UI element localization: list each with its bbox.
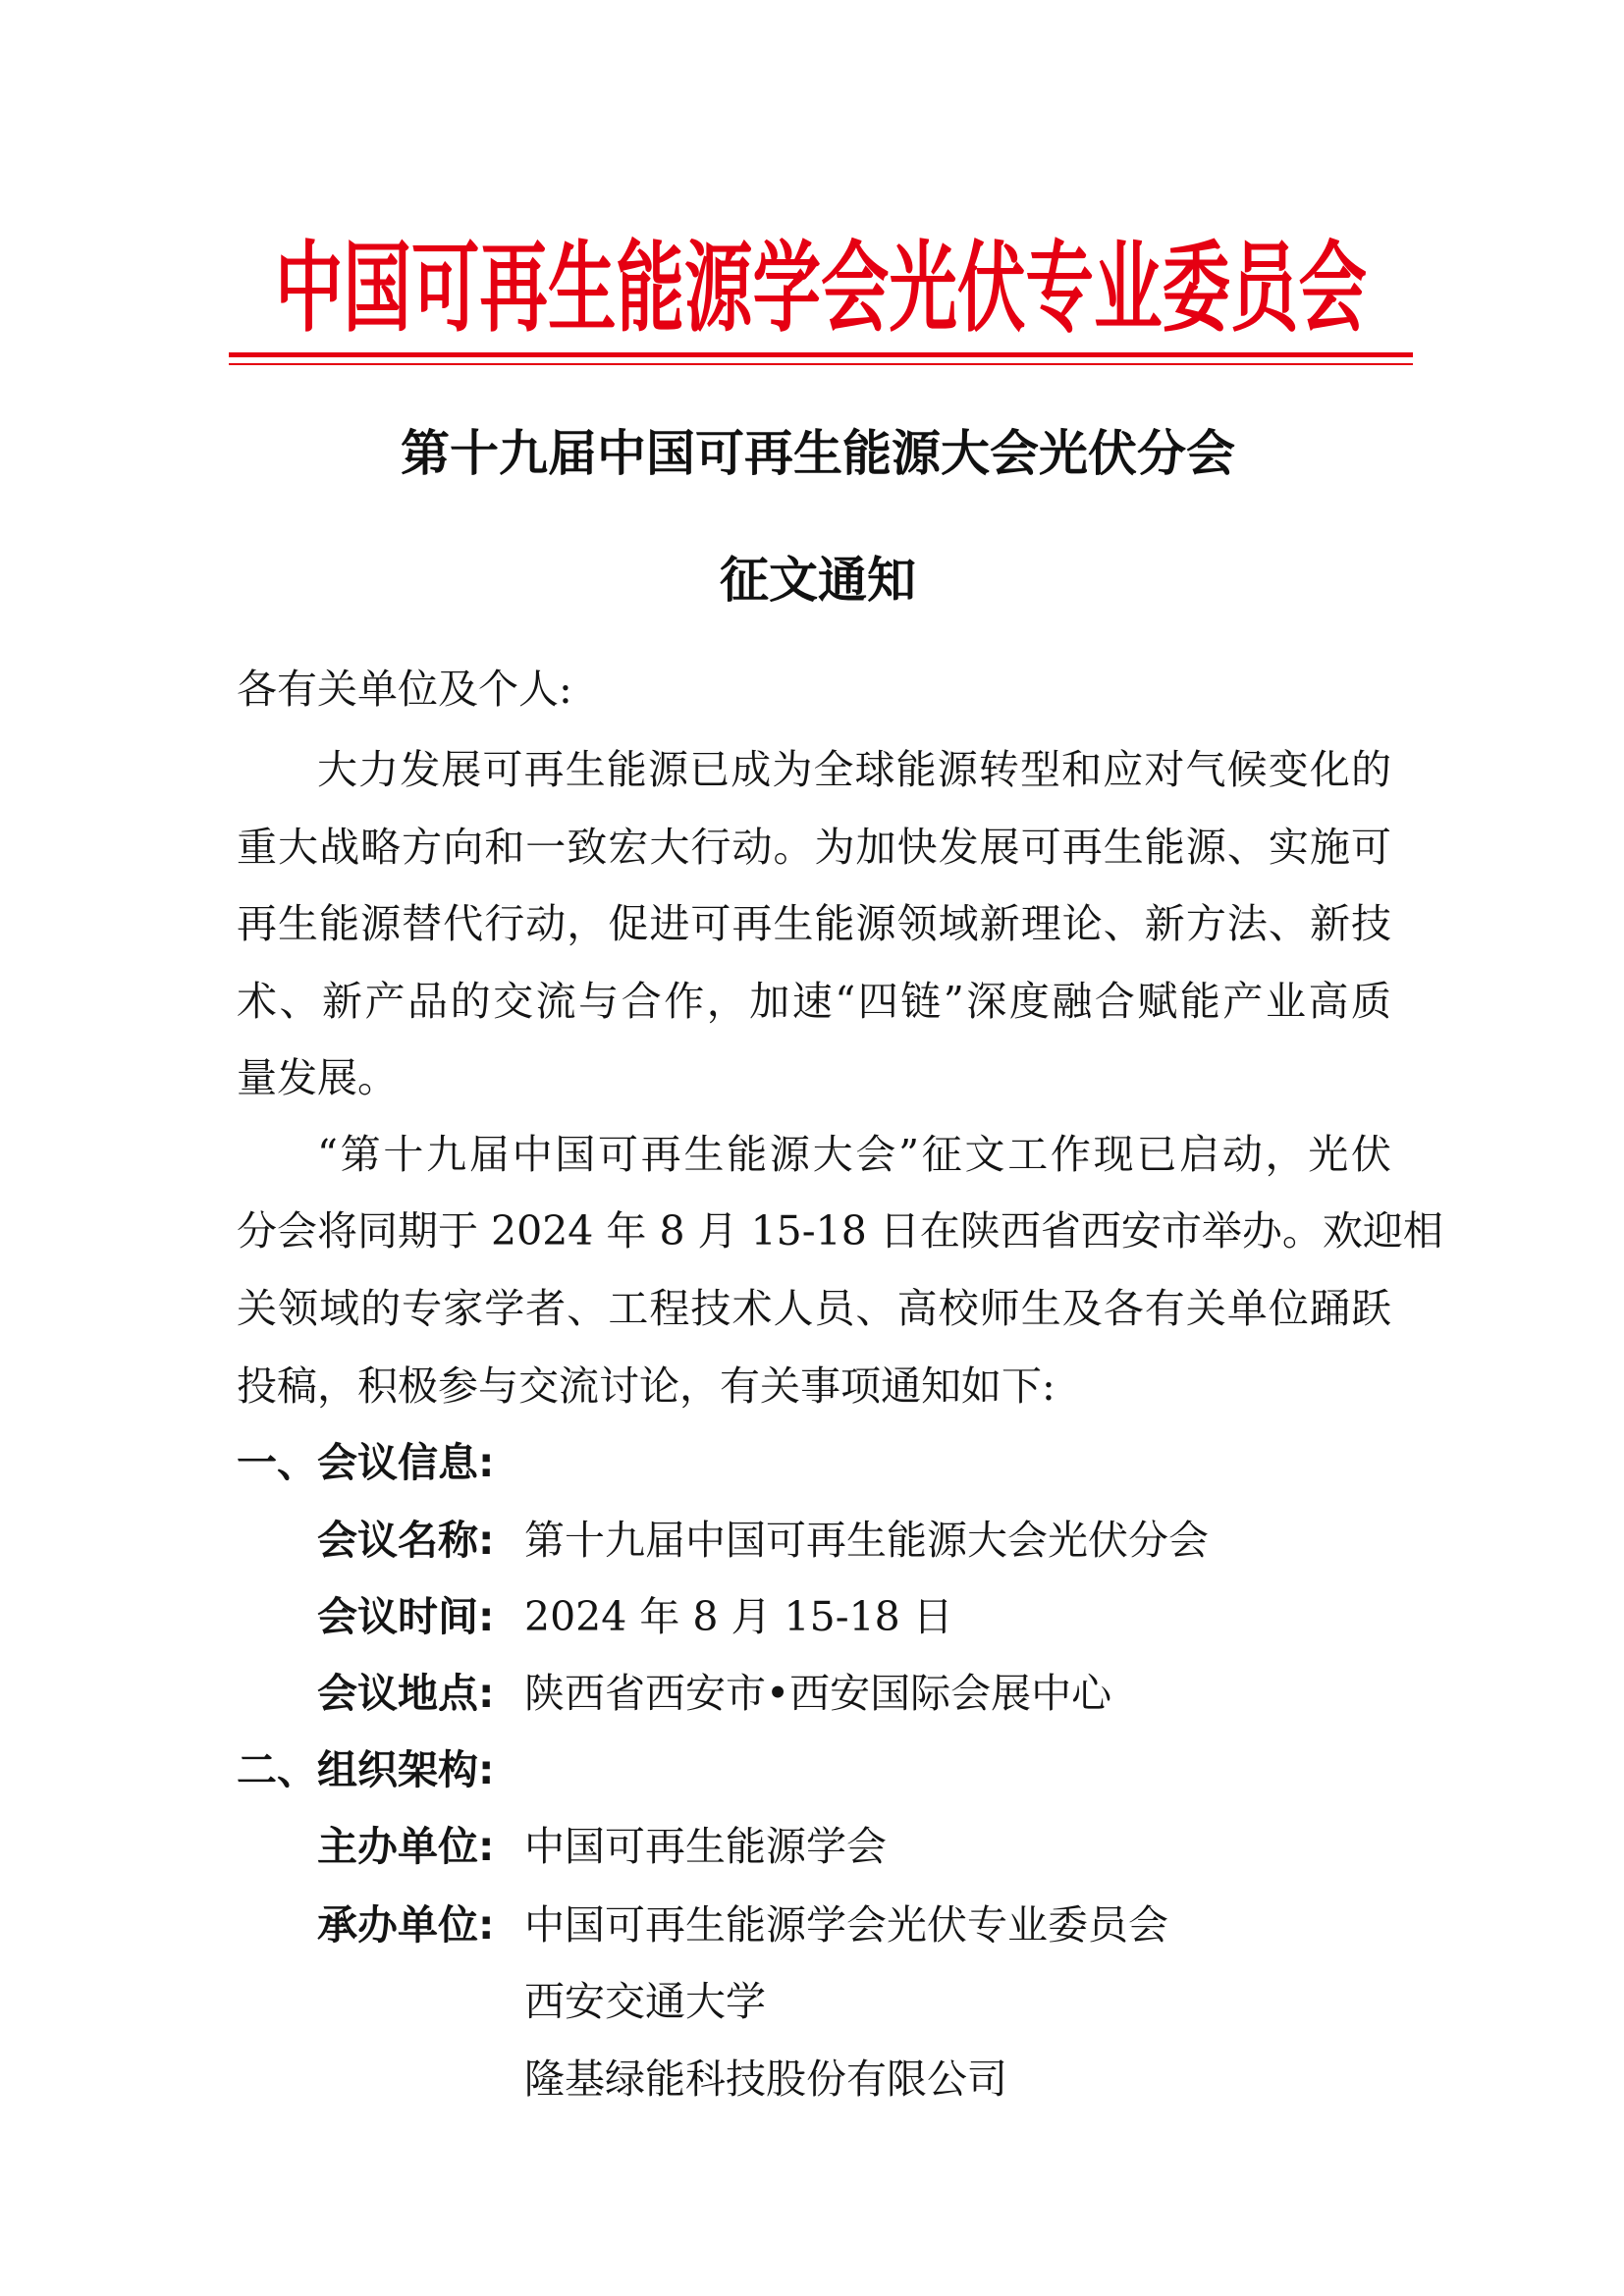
field-value: 隆基绿能科技股份有限公司 <box>524 2056 1007 2103</box>
salutation: 各有关单位及个人: <box>237 666 572 713</box>
section-heading: 一、会议信息: <box>237 1439 495 1486</box>
field-value: 西安交通大学 <box>524 1978 766 2025</box>
field-value: 第十九届中国可再生能源大会光伏分会 <box>524 1517 1209 1564</box>
letterhead <box>229 229 1413 347</box>
notice-subtitle: 征文通知 <box>720 551 916 609</box>
paragraph-line: 术、新产品的交流与合作，加速“四链”深度融合赋能产业高质 <box>237 978 1391 1025</box>
paragraph-line: 量发展。 <box>237 1054 398 1101</box>
field-value: 陕西省西安市•西安国际会展中心 <box>524 1670 1112 1717</box>
paragraph-line: “第十九届中国可再生能源大会”征文工作现已启动，光伏 <box>317 1131 1391 1178</box>
field-value: 2024 年 8 月 15-18 日 <box>524 1593 953 1640</box>
notice-title: 第十九届中国可再生能源大会光伏分会 <box>401 424 1235 482</box>
field-value: 中国可再生能源学会 <box>524 1823 887 1870</box>
org-name: 中国可再生能源学会光伏专业委员会 <box>275 230 1367 346</box>
paragraph-line: 大力发展可再生能源已成为全球能源转型和应对气候变化的 <box>317 746 1391 793</box>
field-label: 会议时间: <box>317 1593 495 1640</box>
field-label: 会议名称: <box>317 1517 495 1564</box>
field-label: 主办单位: <box>317 1823 495 1870</box>
letterhead-rule-thin <box>229 363 1413 365</box>
field-label: 会议地点: <box>317 1670 495 1717</box>
section-heading: 二、组织架构: <box>237 1746 495 1793</box>
paragraph-line: 投稿，积极参与交流讨论，有关事项通知如下: <box>237 1362 1056 1410</box>
paragraph-line: 再生能源替代行动，促进可再生能源领域新理论、新方法、新技 <box>237 900 1391 947</box>
field-label: 承办单位: <box>317 1901 495 1949</box>
paragraph-line: 分会将同期于 2024 年 8 月 15-18 日在陕西省西安市举办。欢迎相 <box>237 1207 1443 1255</box>
letterhead-rule-thick <box>229 352 1413 357</box>
paragraph-line: 重大战略方向和一致宏大行动。为加快发展可再生能源、实施可 <box>237 824 1391 871</box>
paragraph-line: 关领域的专家学者、工程技术人员、高校师生及各有关单位踊跃 <box>237 1285 1391 1332</box>
field-value: 中国可再生能源学会光伏专业委员会 <box>524 1901 1168 1949</box>
